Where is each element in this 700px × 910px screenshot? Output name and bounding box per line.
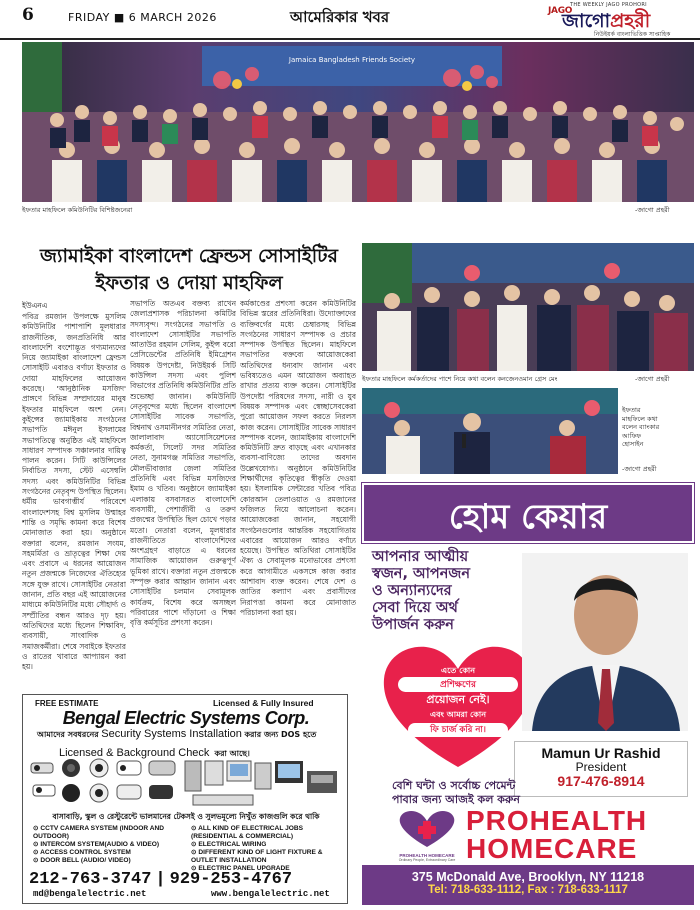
masthead-subtitle: নিউইয়র্ক বাংলাভিত্তিক সাপ্তাহিক xyxy=(594,31,671,38)
bengal-bn-tagline: বাসাবাড়ি, স্কুল ও রেস্টুরেন্টে ভালমানের টেকসই ও সুলভমূল্যে নিখুঁত কাজগুলি করে থাকি xyxy=(52,812,320,821)
main-photo-caption: ইফতার মাহফিলে কমিউনিটির বিশিষ্টজনেরা xyxy=(22,206,133,214)
free-estimate: FREE ESTIMATE xyxy=(35,699,99,708)
prohealth-logo-name: PROHEALTH HOMECARE xyxy=(399,853,455,858)
licensed-insured: Licensed & Fully Insured xyxy=(213,698,314,708)
article-byline: ইউএনএ xyxy=(22,301,48,310)
homecare-contact[interactable]: Tel: 718-633-1112, Fax : 718-633-1117 xyxy=(428,884,628,896)
lead-line-2: স্বজন, আপনজন xyxy=(372,566,471,582)
heart-line-5: ফি চার্জ করি না। xyxy=(408,723,508,737)
pay-line-1: বেশি ঘন্টা ও সর্বোচ্চ পেমেন্ট xyxy=(392,779,516,792)
services-right-list xyxy=(191,825,343,873)
services-left-list xyxy=(33,825,183,865)
heart-line-4: এবং আমরা কোন xyxy=(430,710,486,719)
homecare-address: 375 McDonald Ave, Brooklyn, NY 11218 xyxy=(411,870,645,884)
article-headline xyxy=(22,243,356,297)
service-item: ⊙ CCTV CAMERA SYSTEM (INDOOR AND OUTDOOR) xyxy=(33,825,165,840)
president-photo xyxy=(522,553,688,731)
service-item: ⊙ ELECTRICAL WIRING xyxy=(191,841,267,848)
service-item: ⊙ DOOR BELL (AUDIO/ VIDEO) xyxy=(33,857,131,864)
contact-row xyxy=(33,889,349,899)
service-item: ⊙ ALL KIND OF ELECTRICAL JOBS (RESIDENTIAL & COMMERCIAL) xyxy=(191,825,304,840)
license-bn: করা আছে। xyxy=(214,749,250,758)
license-en: Licensed & Background Check xyxy=(59,747,210,759)
service-bn-2: করার জন্য DOS হতে xyxy=(244,730,317,739)
lead-line-1: আপনার আত্মীয় xyxy=(372,549,469,565)
main-photo xyxy=(22,42,694,202)
service-item: ⊙ DIFFERENT KIND OF LIGHT FIXTURE & OUTLET INSTALLATION xyxy=(191,849,323,864)
main-photo-credit: -জাগো প্রহরী xyxy=(635,206,670,214)
headline-line-1: জ্যামাইকা বাংলাদেশ ফ্রেন্ডস সোসাইটির xyxy=(40,245,338,267)
masthead-name-part2: প্রহরী xyxy=(610,10,651,32)
lead-line-5: উপার্জন করুন xyxy=(372,617,454,633)
website-link[interactable]: www.bengalelectric.net xyxy=(211,889,330,899)
heart-line-1: এতে কোন xyxy=(440,666,476,675)
masthead-name-part1: জাগো xyxy=(562,10,611,32)
president-name: Mamun Ur Rashid xyxy=(541,745,661,761)
company-name: Bengal Electric Systems Corp. xyxy=(62,708,310,728)
prohealth-word-1: PROHEALTH xyxy=(466,805,648,836)
prohealth-wordmark xyxy=(466,807,692,863)
homecare-title: হোম কেয়ার xyxy=(448,497,608,537)
article-column-2: সভাপতি অতএব বক্তব্য রাখেন জেলাপ্রশাসক পরিচালনা কমিটির সদস্যবৃন্দ। সংগঠনের সভাপতি ও বাংলাদেশ সোসাইটির সভাপতি আতাউর রহমান সেলিম, কুইন্স বরো প্রেসিডেন্টের প্রতিনিধি ইমিগ্রেশন বিষয়ক উপদেষ্টা, নিউইয়র্ক সিটি কাউন্সিল সদস্য এবং পুলিশ বিভাগের প্রতিনিধি কমিউনিটির প্রতি শুভেচ্ছা জানান। কমিউনিটি নেতৃবৃন্দের মধ্যে ছিলেন বাংলাদেশ সোসাইটির সাবেক সভাপতি, বিশ্বনাথ ওসমানীনগর সমিতির নেতা, জালালাবাদ অ্যাসোসিয়েশনের কর্মকর্তা, সিলেট সদর সমিতির নেতা, সুনামগঞ্জ সমিতির সভাপতি, মৌলভীবাজার জেলা সমিতির প্রতিনিধি এবং বিভিন্ন মসজিদের ইমাম ও খতিব। অনুষ্ঠানে জ্যামাইকা এলাকায় বসবাসরত বাংলাদেশি ব্যবসায়ী, পেশাজীবী ও তরুণ প্রজন্মের উপস্থিতি ছিল চোখে পড়ার মতো। নেতারা বলেন, মূলধারার রাজনীতিতে বাংলাদেশিদের অংশগ্রহণ বাড়াতে এ ধরনের সামাজিক আয়োজন গুরুত্বপূর্ণ ভূমিকা রাখে। বক্তারা নতুন প্রজন্মকে সম্পৃক্ত করার আহ্বান জানান এবং সোসাইটির চলমান সেবামূলক কার্যক্রম, বিশেষ করে অসচ্ছল পরিবারের পাশে দাঁড়ানো ও শিক্ষা বৃত্তি কর্মসূচির প্রশংসা করেন। xyxy=(130,299,236,628)
masthead-brand: JAGO xyxy=(548,6,573,16)
heart-line-2: প্রশিক্ষণের xyxy=(398,677,518,692)
masthead-logo xyxy=(548,2,696,38)
president-title: President xyxy=(575,760,627,774)
phone-1[interactable]: 212-763-3747 xyxy=(29,870,152,889)
lead-line-3: ও অন্যান্যদের xyxy=(372,583,452,599)
issue-date: FRIDAY ■ 6 MARCH 2026 xyxy=(68,11,217,24)
prohealth-logo xyxy=(392,809,462,862)
masthead-tagline: THE WEEKLY JAGO PROHORI xyxy=(570,2,647,8)
photo-banker-caption-line5: হোসাইন xyxy=(622,440,644,448)
article-column-3: কর্মকাণ্ডের প্রশংসা করেন কমিউনিটির বিভিন্ন স্তরের প্রতিনিধিরা। উদ্যোক্তাদের ব্যক্তিবর্গের মধ্যে চেম্বারসহ বিভিন্ন সংগঠনের সাধারণ সম্পাদক ও প্রচার সম্পাদক উপস্থিত ছিলেন। মাহফিলে সভাপতির বক্তব্যে আয়োজকেরা অতিথিদের ধন্যবাদ জানান এবং ভবিষ্যতেও এমন আয়োজন অব্যাহত রাখার প্রত্যয় ব্যক্ত করেন। সোসাইটির উপদেষ্টা পরিষদের সদস্য, নারী ও যুব বিষয়ক সম্পাদক এবং স্বেচ্ছাসেবকেরা পুরো আয়োজন সফল করতে নিরলস কাজ করেন। সোসাইটির সাবেক সাধারণ সম্পাদক বলেন, জ্যামাইকায় বাংলাদেশি কমিউনিটি দ্রুত বাড়ছে এবং এখানকার ব্যবসা-বাণিজ্যে তাদের অবদান উল্লেখযোগ্য। অনুষ্ঠানে কমিউনিটির শিক্ষার্থীদের কৃতিত্বের স্বীকৃতি দেওয়া হয়। ইসলামিক সেন্টারের খতিব পবিত্র কোরআন তেলাওয়াত ও রমজানের ফজিলত নিয়ে আলোচনা করেন। আয়োজকেরা জানান, সহযোগী সংগঠনগুলোর আন্তরিক সহযোগিতায় এবারের আয়োজন আরও বর্ণাঢ্য হয়েছে। উপস্থিত অতিথিরা সোসাইটির ঐক্য ও সেবামূলক মনোভাবের প্রশংসা করে আগামীতে একসঙ্গে কাজ করার আশাবাদ ব্যক্ত করেন। শেষে দেশ ও জাতির কল্যাণ এবং প্রবাসীদের নিরাপত্তা কামনা করে মোনাজাত পরিচালনা করা হয়। xyxy=(240,299,356,617)
lead-line-4: সেবা দিয়ে অর্থ xyxy=(372,600,458,616)
photo-banker-caption xyxy=(622,406,659,449)
stage-banner-text: Jamaica Bangladesh Friends Society xyxy=(288,56,416,64)
photo-grace-meng-caption: ইফতার মাহফিলে কর্মকর্তাদের পাশে নিয়ে কথা বলেন কনজেনওমান গ্রেস মেং xyxy=(362,375,558,383)
intercom-products xyxy=(183,757,343,809)
photo-grace-meng-credit: -জাগো প্রহরী xyxy=(635,375,670,383)
prohealth-word-2: HOMECARE xyxy=(466,833,638,864)
article-column-1: পবিত্র রমজান উপলক্ষে মুসলিম কমিউনিটির পাশাপাশি মূলধারার রাজনীতিক, জনপ্রতিনিধি আর বাংলাদেশি বংশোদ্ভূত গণ্যমান্যদের নিয়ে জ্যামাইকা বাংলাদেশ ফ্রেন্ডস সোসাইটি এবারও বর্ণাঢ্য ইফতার ও দোয়া মাহফিলের আয়োজন করেছে। 'আনুষ্ঠানিক মসজিদ' প্রাঙ্গণে বিভিন্ন সম্প্রদায়ের মানুষ ইফতার মাহফিলে অংশ নেন। কুইন্সের জ্যামাইকায় সংগঠনের সভাপতি মঈনুল ইসলামের সভাপতিত্বে অনুষ্ঠিত এই মাহফিলে সাধারণ সম্পাদক সঞ্চালনার দায়িত্ব পালন করেন। সিটি কাউন্সিলের নির্বাচিত সদস্য, স্টেট এসেম্বলি সদস্য এবং কমিউনিটির বিভিন্ন সংগঠনের নেতৃবৃন্দ উপস্থিত ছিলেন। ধর্মীয় ভাবগাম্ভীর্য পরিবেশে বাংলাদেশসহ বিশ্ব মুসলিম উম্মাহর শান্তি ও সমৃদ্ধি কামনা করে বিশেষ মোনাজাত করা হয়। অনুষ্ঠানে বক্তারা বলেন, রমজান সংযম, সহমর্মিতা ও ভ্রাতৃত্বের শিক্ষা দেয় এবং প্রবাসে এ ধরনের আয়োজন নতুন প্রজন্মকে নিজেদের ঐতিহ্যের সঙ্গে যুক্ত রাখে। সোসাইটির নেতারা জানান, প্রতি বছর এই আয়োজনের মাধ্যমে কমিউনিটির মধ্যে সৌহার্দ্য ও সম্প্রীতির বন্ধন আরও দৃঢ় হয়। অতিথিদের মধ্যে ছিলেন শিক্ষাবিদ, ব্যবসায়ী, সাংবাদিক ও সমাজকর্মীরা। শেষে সবাইকে ইফতার ও রাতের খাবারে আপ্যায়ন করা হয়। xyxy=(22,312,126,672)
camera-products xyxy=(29,757,179,809)
service-item: ⊙ ELECTRIC PANEL UPGRADE xyxy=(191,865,290,872)
prohealth-logo-tag: Ordinary People, Extraordinary Care xyxy=(398,858,456,862)
photo-banker-credit: -জাগো প্রহরী xyxy=(622,465,657,473)
phone-2[interactable]: 929-253-4767 xyxy=(169,870,293,889)
photo-banker-caption-line3: বলেন ব্যাংকার xyxy=(622,423,660,431)
service-item: ⊙ ACCESS CONTROL SYSTEM xyxy=(33,849,131,856)
headline-line-2: ইফতার ও দোয়া মাহফিল xyxy=(95,272,283,294)
bengal-electric-ad xyxy=(22,694,348,904)
service-bn-1: আমাদের সবধরনের xyxy=(37,730,99,739)
service-line xyxy=(37,728,337,742)
photo-grace-meng xyxy=(362,243,694,371)
photo-banker xyxy=(362,388,618,474)
photo-banker-caption-line4: আফিফ xyxy=(622,431,641,440)
service-en: Security Systems Installation xyxy=(101,728,242,740)
email-link[interactable]: md@bengalelectric.net xyxy=(33,889,147,899)
president-card xyxy=(514,741,688,797)
service-item: ⊙ INTERCOM SYSTEM(AUDIO & VIDEO) xyxy=(33,841,160,848)
photo-banker-caption-line2: মাহফিলে কথা xyxy=(622,414,658,423)
pay-callout xyxy=(392,779,522,807)
page-header xyxy=(0,0,700,40)
section-title: আমেরিকার খবর xyxy=(290,8,390,26)
heart-line-3: প্রয়োজন নেই। xyxy=(426,693,490,706)
homecare-ad xyxy=(362,483,694,905)
photo-banker-caption-line1: ইফতার xyxy=(622,406,641,414)
phone-numbers: 212-763-3747 | 929-253-4767 xyxy=(29,870,293,889)
pay-line-2: পাবার জন্য আজই কল করুন xyxy=(392,793,520,806)
page-number: 6 xyxy=(22,5,34,25)
address-bar xyxy=(362,865,694,905)
president-phone[interactable]: 917-476-8914 xyxy=(557,773,645,789)
